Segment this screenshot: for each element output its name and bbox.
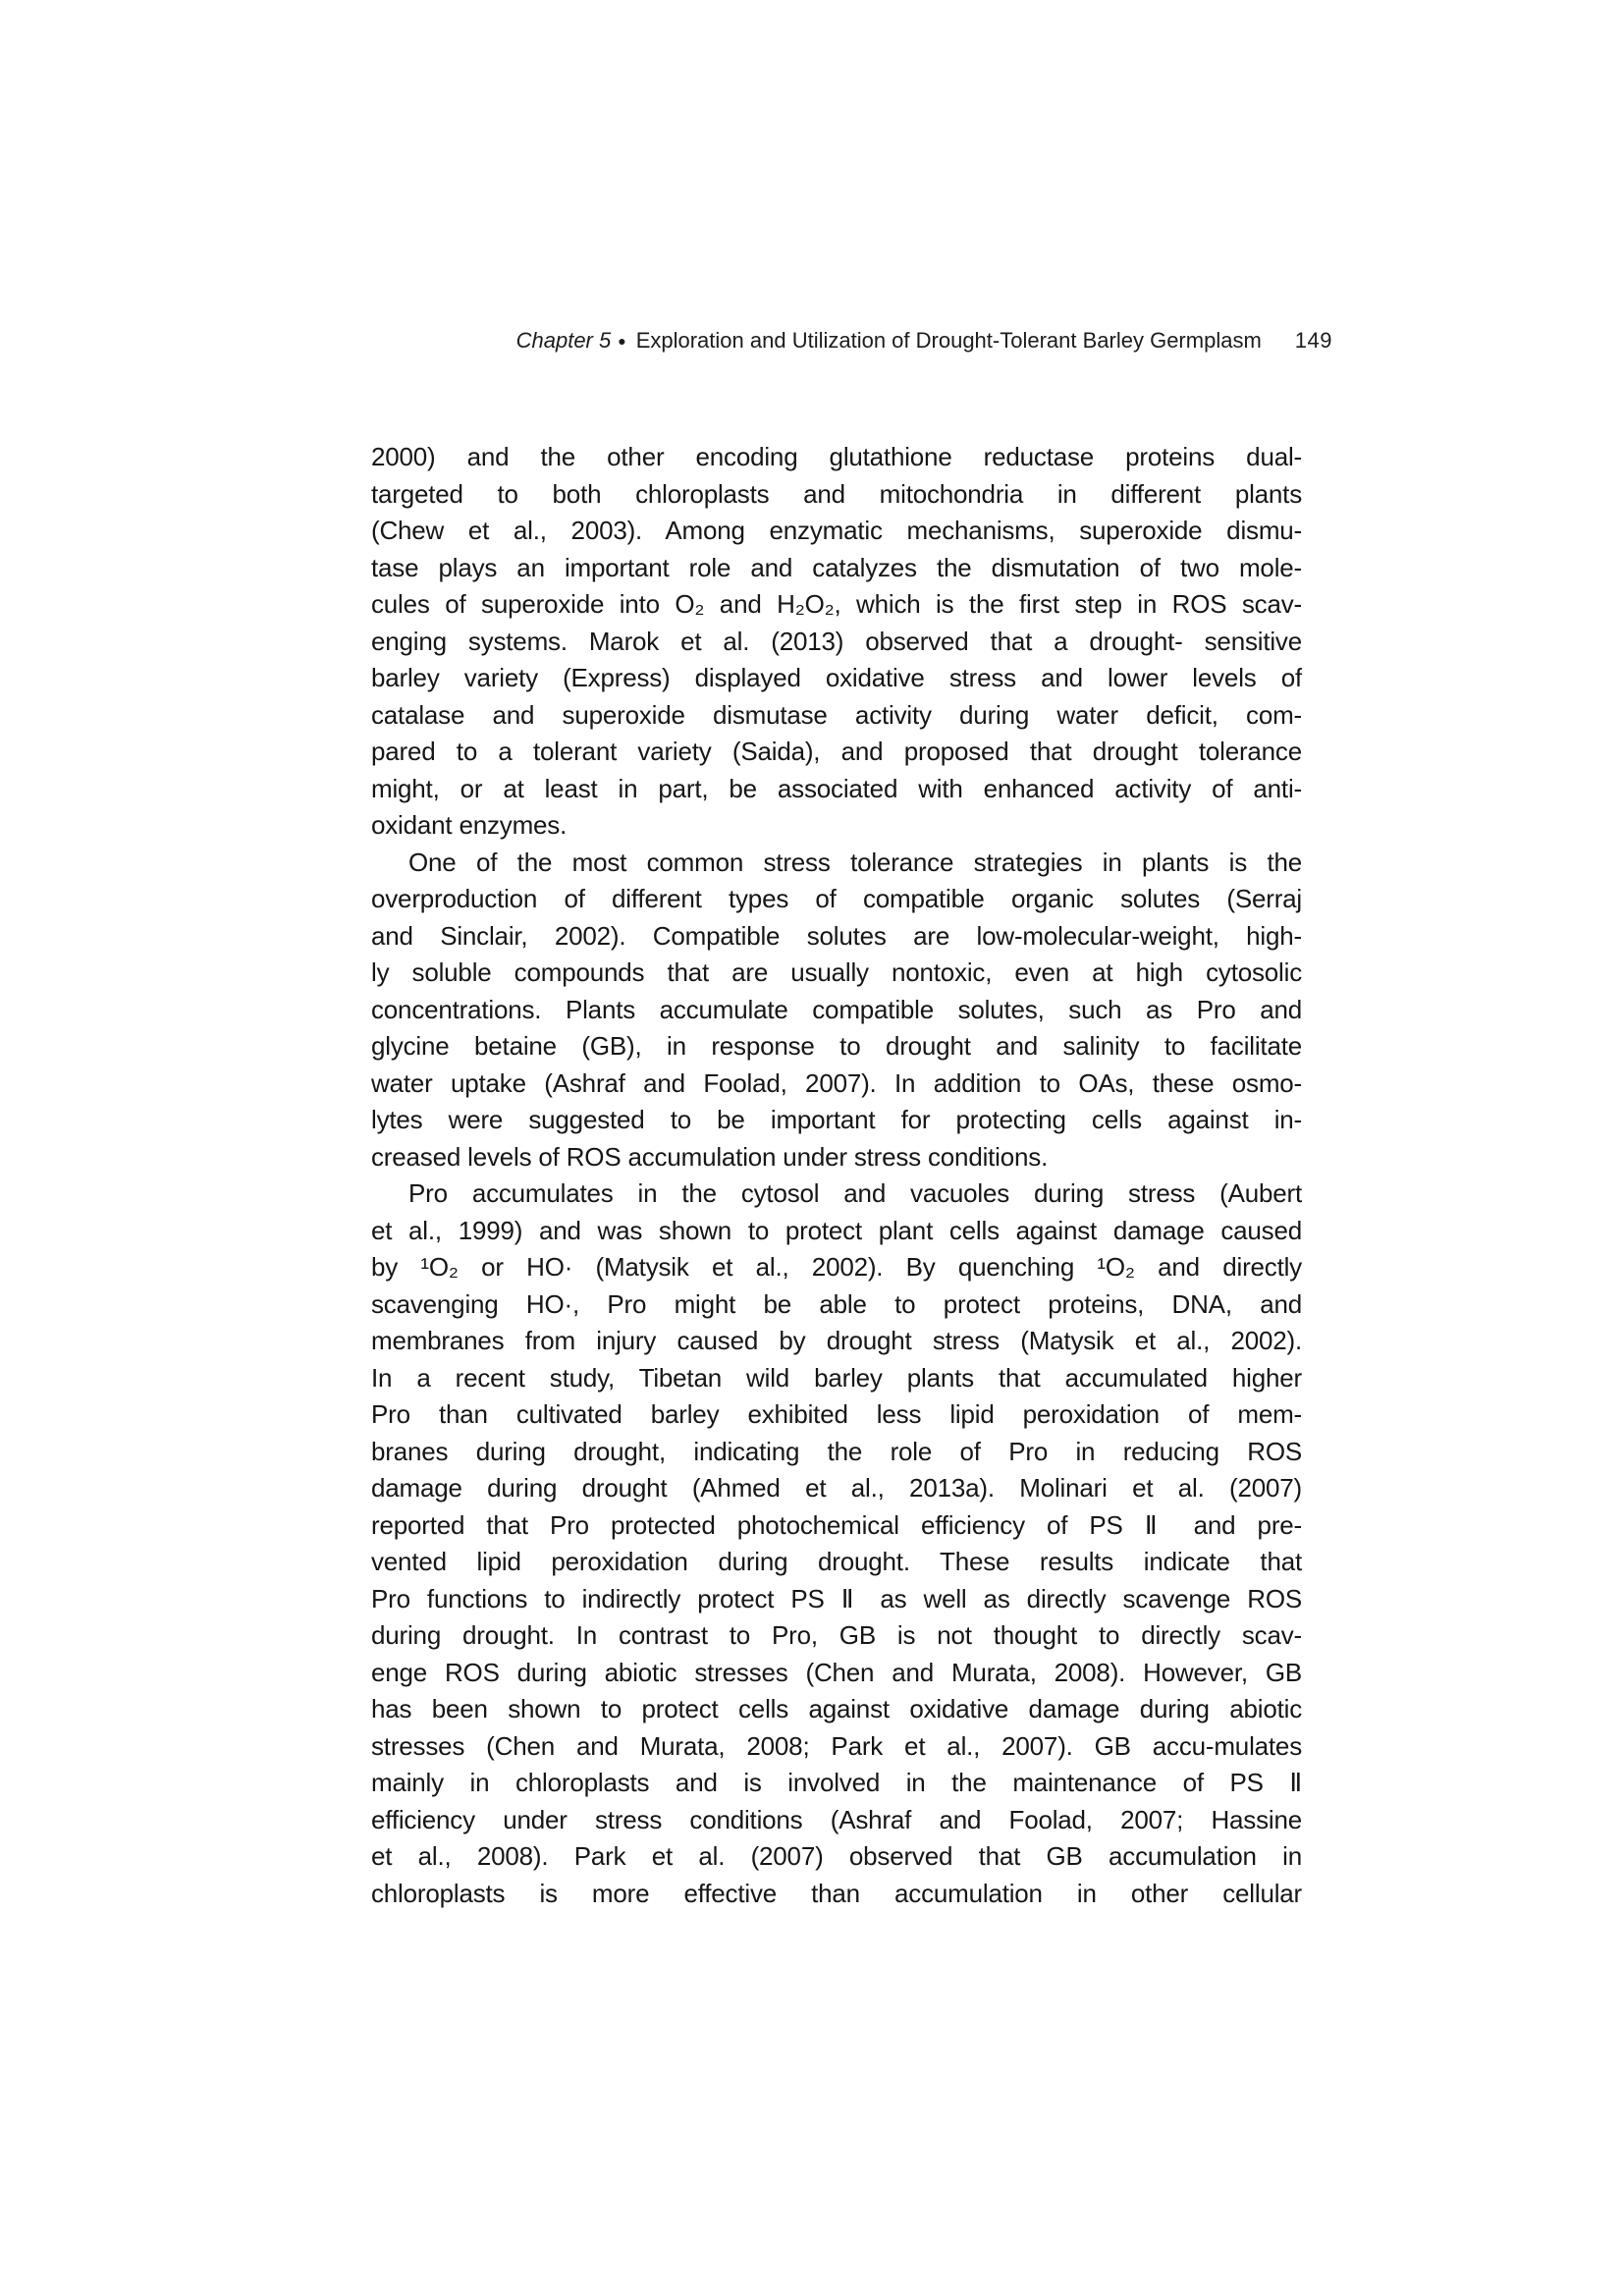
body-line: et al., 2008). Park et al. (2007) observed that GB accumulation in xyxy=(371,1841,1302,1871)
running-head xyxy=(516,327,1332,355)
body-line: chloroplasts is more effective than accumulation in other cellular xyxy=(371,1878,1302,1908)
body-line: et al., 1999) and was shown to protect plant cells against damage caused xyxy=(371,1215,1302,1245)
body-line: ly soluble compounds that are usually nontoxic, even at high cytosolic xyxy=(371,957,1302,987)
chapter-title: Exploration and Utilization of Drought-Tolerant Barley Germplasm xyxy=(635,328,1262,353)
body-line: glycine betaine (GB), in response to drought and salinity to facilitate xyxy=(371,1031,1302,1061)
body-line: concentrations. Plants accumulate compatible solutes, such as Pro and xyxy=(371,994,1302,1024)
body-line: targeted to both chloroplasts and mitochondria in different plants xyxy=(371,478,1302,509)
body-text xyxy=(371,439,1302,1912)
body-line: and Sinclair, 2002). Compatible solutes are low-molecular-weight, high- xyxy=(371,920,1302,951)
body-line: scavenging HO·, Pro might be able to protect proteins, DNA, and xyxy=(371,1288,1302,1319)
body-line: during drought. In contrast to Pro, GB is not thought to directly scav- xyxy=(371,1620,1302,1650)
body-line: branes during drought, indicating the role of Pro in reducing ROS xyxy=(371,1436,1302,1466)
page-number: 149 xyxy=(1294,328,1332,353)
body-line: Pro accumulates in the cytosol and vacuoles during stress (Aubert xyxy=(408,1178,1302,1208)
body-line: stresses (Chen and Murata, 2008; Park et al., 2007). GB accu-mulates xyxy=(371,1730,1302,1761)
body-line: damage during drought (Ahmed et al., 2013a). Molinari et al. (2007) xyxy=(371,1473,1302,1503)
body-line: has been shown to protect cells against oxidative damage during abiotic xyxy=(371,1694,1302,1723)
body-line: In a recent study, Tibetan wild barley plants that accumulated higher xyxy=(371,1362,1302,1393)
body-line: Pro than cultivated barley exhibited less lipid peroxidation of mem- xyxy=(371,1399,1302,1429)
body-line: enging systems. Marok et al. (2013) observed that a drought- sensitive xyxy=(371,626,1302,656)
body-line: by ¹O₂ or HO· (Matysik et al., 2002). By quenching ¹O₂ and directly xyxy=(371,1252,1302,1282)
bullet-separator-icon: ● xyxy=(618,333,626,349)
chapter-label: Chapter 5 xyxy=(515,328,612,353)
body-line: (Chew et al., 2003). Among enzymatic mechanisms, superoxide dismu- xyxy=(371,516,1302,545)
body-line: oxidant enzymes. xyxy=(371,810,568,840)
body-line: barley variety (Express) displayed oxidative stress and lower levels of xyxy=(371,663,1302,692)
body-line: vented lipid peroxidation during drought. These results indicate that xyxy=(371,1547,1302,1576)
body-line: enge ROS during abiotic stresses (Chen and Murata, 2008). However, GB xyxy=(371,1657,1302,1687)
body-line: efficiency under stress conditions (Ashraf and Foolad, 2007; Hassine xyxy=(371,1804,1302,1834)
body-line: water uptake (Ashraf and Foolad, 2007). In addition to OAs, these osmo- xyxy=(371,1067,1302,1098)
body-line: overproduction of different types of compatible organic solutes (Serraj xyxy=(371,884,1302,913)
body-line: membranes from injury caused by drought stress (Matysik et al., 2002). xyxy=(371,1326,1302,1355)
body-line: creased levels of ROS accumulation under stress conditions. xyxy=(371,1141,1049,1172)
body-line: catalase and superoxide dismutase activity during water deficit, com- xyxy=(371,699,1302,730)
body-line: 2000) and the other encoding glutathione reductase proteins dual- xyxy=(371,442,1302,471)
body-line: pared to a tolerant variety (Saida), and proposed that drought tolerance xyxy=(371,737,1302,766)
body-line: One of the most common stress tolerance strategies in plants is the xyxy=(408,847,1302,877)
body-line: lytes were suggested to be important for protecting cells against in- xyxy=(371,1105,1302,1134)
body-line: tase plays an important role and catalyzes the dismutation of two mole- xyxy=(371,552,1302,582)
body-line: mainly in chloroplasts and is involved in the maintenance of PS Ⅱ xyxy=(371,1768,1302,1797)
body-line: cules of superoxide into O₂ and H₂O₂, which is the first step in ROS scav- xyxy=(371,589,1302,619)
body-line: reported that Pro protected photochemical efficiency of PS Ⅱ and pre- xyxy=(371,1509,1302,1540)
body-line: Pro functions to indirectly protect PS Ⅱ as well as directly scavenge ROS xyxy=(371,1583,1302,1613)
body-line: might, or at least in part, be associated with enhanced activity of anti- xyxy=(371,773,1302,803)
